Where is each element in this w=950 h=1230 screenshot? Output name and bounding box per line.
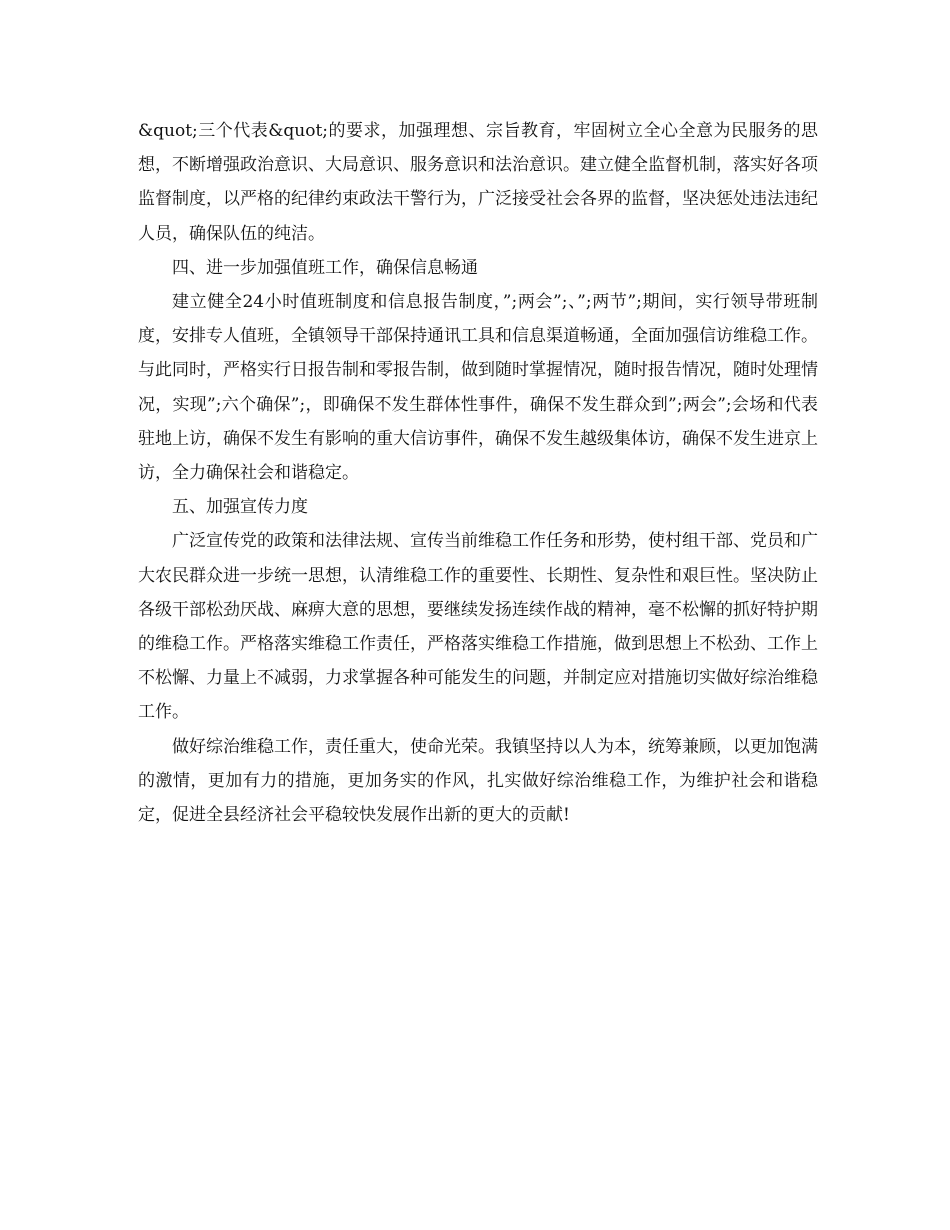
document-body [138, 114, 818, 832]
paragraph-conclusion: 做好综治维稳工作，责任重大，使命光荣。我镇坚持以人为本，统筹兼顾，以更加饱满的激情，更加有力的措施，更加务实的作风，扎实做好综治维稳工作，为维护社会和谐稳定，促进全县经济社会平稳较快发展作出新的更大的贡献! [138, 736, 818, 826]
paragraph-continued: &quot;三个代表&quot;的要求，加强理想、宗旨教育，牢固树立全心全意为民服务的思想，不断增强政治意识、大局意识、服务意识和法治意识。建立健全监督机制，落实好各项监督制度，以严格的纪律约束政法干警行为，广泛接受社会各界的监督，坚决惩处违法违纪人员，确保队伍的纯洁。 [138, 121, 818, 244]
paragraph-duty-system: 建立健全24小时值班制度和信息报告制度，”;两会”;、”;两节”;期间，实行领导带班制度，安排专人值班，全镇领导干部保持通讯工具和信息渠道畅通，全面加强信访维稳工作。与此同时，严格实行日报告制和零报告制，做到随时掌握情况，随时报告情况，随时处理情况，实现”;六个确保”;，即确保不发生群体性事件，确保不发生群众到”;两会”;会场和代表驻地上访，确保不发生有影响的重大信访事件，确保不发生越级集体访，确保不发生进京上访，全力确保社会和谐稳定。 [138, 292, 818, 484]
section-heading-4: 四、进一步加强值班工作，确保信息畅通 [172, 257, 478, 278]
paragraph-publicity: 广泛宣传党的政策和法律法规、宣传当前维稳工作任务和形势，使村组干部、党员和广大农民群众进一步统一思想，认清维稳工作的重要性、长期性、复杂性和艰巨性。坚决防止各级干部松劲厌战、麻痹大意的思想，要继续发扬连续作战的精神，毫不松懈的抓好特护期的维稳工作。严格落实维稳工作责任，严格落实维稳工作措施，做到思想上不松劲、工作上不松懈、力量上不减弱，力求掌握各种可能发生的问题，并制定应对措施切实做好综治维稳工作。 [138, 531, 818, 723]
section-heading-5: 五、加强宣传力度 [172, 497, 308, 518]
